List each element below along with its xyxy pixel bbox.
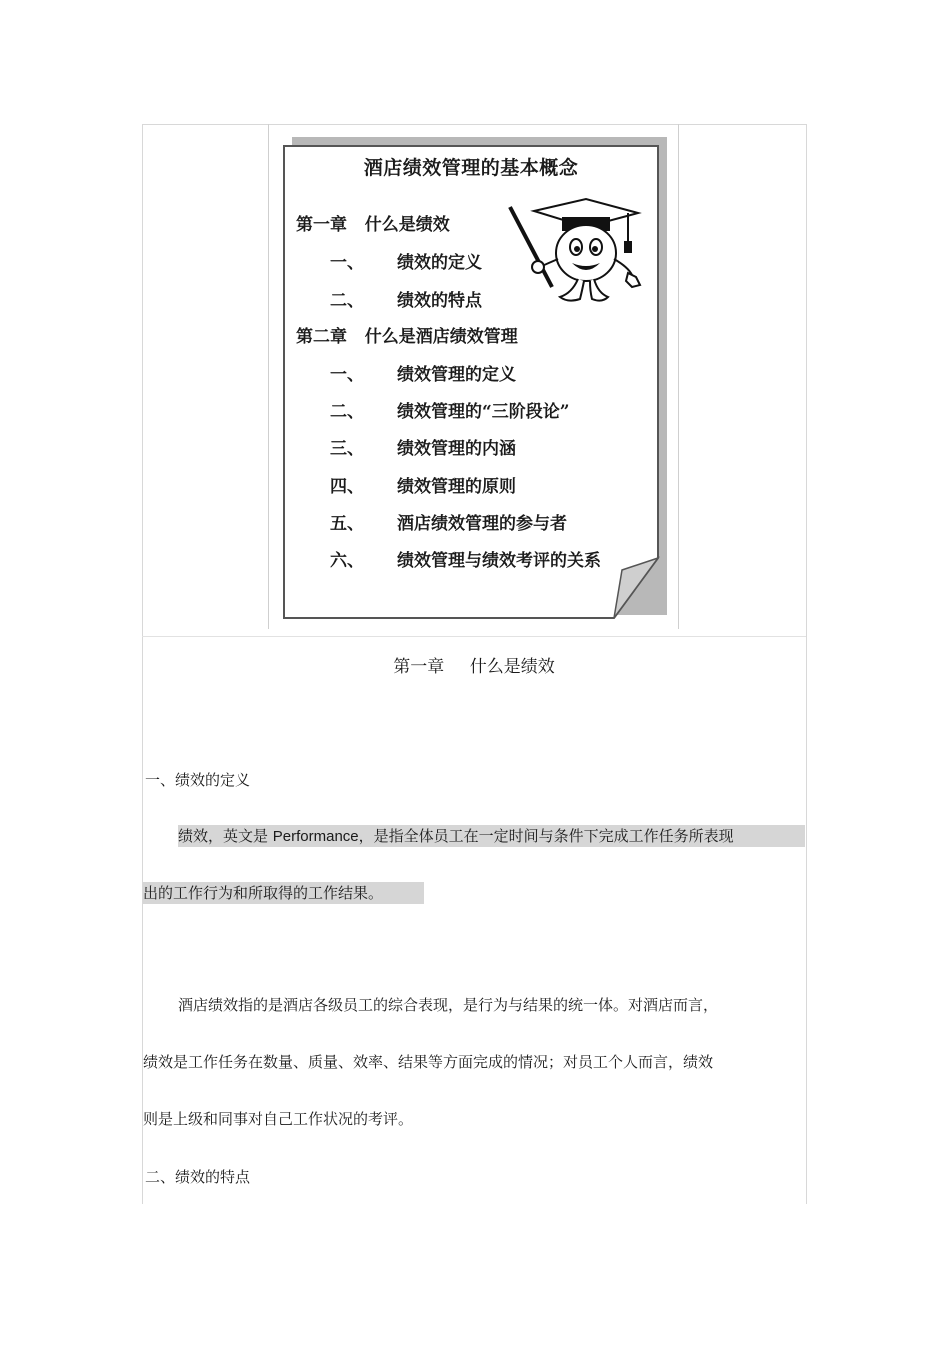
paragraph-line: 则是上级和同事对自己工作状况的考评。 <box>143 1110 414 1128</box>
toc-item-number: 一、 <box>330 253 364 273</box>
toc-item-number: 二、 <box>330 402 364 422</box>
card-title: 酒店绩效管理的基本概念 <box>363 157 579 179</box>
paragraph-text: 绩效，英文是 <box>178 827 273 845</box>
toc-chapter-title: 什么是绩效 <box>364 215 450 235</box>
toc-item-number: 一、 <box>330 365 364 385</box>
toc-item-number: 三、 <box>330 439 364 459</box>
toc-item-label: 绩效管理的原则 <box>397 477 516 497</box>
toc-chapter-label: 第二章 <box>296 327 347 347</box>
toc-item-number: 五、 <box>330 514 364 534</box>
graduate-mascot-icon <box>500 195 650 310</box>
section-heading-characteristics: 二、绩效的特点 <box>145 1168 251 1186</box>
paragraph-line: 绩效是工作任务在数量、质量、效率、结果等方面完成的情况；对员工个人而言，绩效 <box>143 1053 714 1071</box>
image-cell-left-line <box>268 124 269 629</box>
toc-item-label: 绩效管理的“三阶段论” <box>397 402 570 422</box>
toc-item-label: 绩效的特点 <box>397 291 482 311</box>
image-cell-right-line <box>678 124 679 629</box>
toc-item-label: 绩效的定义 <box>397 253 482 273</box>
toc-item-label: 绩效管理的定义 <box>397 365 516 385</box>
paragraph-line <box>178 825 805 847</box>
section-heading-definition: 一、绩效的定义 <box>145 771 251 789</box>
toc-item-label: 绩效管理与绩效考评的关系 <box>397 551 601 571</box>
paragraph-text-latin: Performance <box>272 828 359 845</box>
toc-item-number: 二、 <box>330 291 364 311</box>
toc-chapter-title: 什么是酒店绩效管理 <box>364 327 518 347</box>
chapter-heading: 第一章 什么是绩效 <box>393 657 555 677</box>
frame-top-line <box>142 124 806 125</box>
paragraph-line: 出的工作行为和所取得的工作结果。 <box>143 882 424 904</box>
toc-chapter-1 <box>296 210 450 235</box>
toc-item-label: 绩效管理的内涵 <box>397 439 516 459</box>
toc-item-label: 酒店绩效管理的参与者 <box>397 514 567 534</box>
paragraph-line: 酒店绩效指的是酒店各级员工的综合表现，是行为与结果的统一体。对酒店而言， <box>178 996 719 1014</box>
toc-chapter-label: 第一章 <box>296 215 347 235</box>
paragraph-text: ，是指全体员工在一定时间与条件下完成工作任务所表现 <box>358 827 734 845</box>
frame-divider <box>142 636 806 637</box>
toc-chapter-2 <box>296 322 518 347</box>
toc-item-number: 四、 <box>330 477 364 497</box>
toc-item-number: 六、 <box>330 551 364 571</box>
frame-right-line <box>806 124 807 1204</box>
